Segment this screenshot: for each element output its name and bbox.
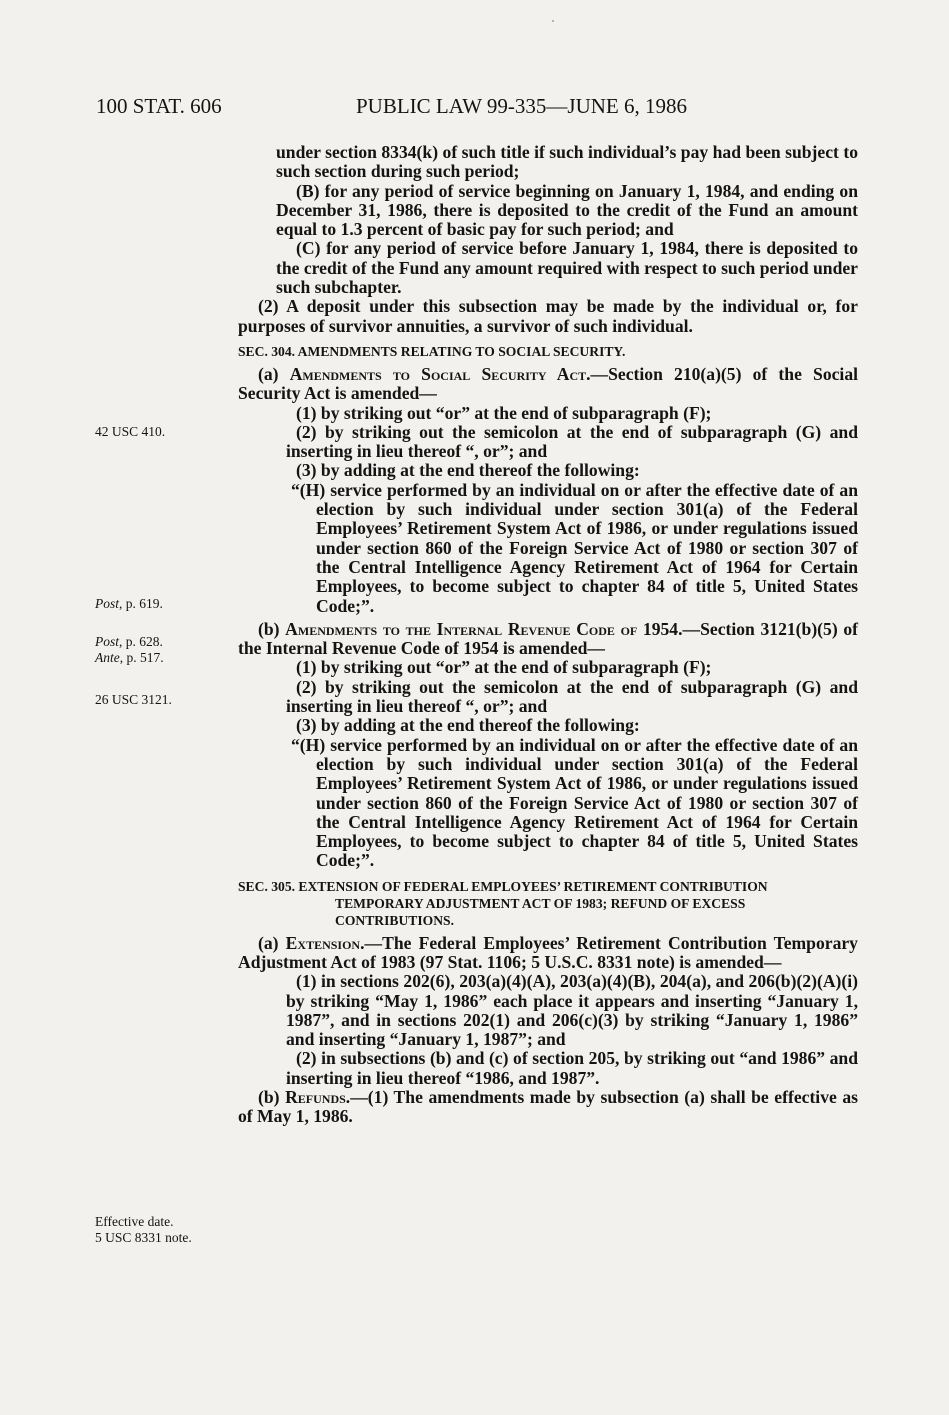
quoted-clause-a-h: “(H) service performed by an individual on or after the effective date of an election by such individual under section 301(a) of the Federal Employees’ Retirement System Act of 1986, or under regulations issued under section 860 of the Foreign Service Act of 1980 or section 307 of the Central Intelligence Agency Retirement Act of 1964 for Certain Employees, to become subject to chapter 84 of title 5, United States Code;”. xyxy=(291,479,858,616)
refunds-text: —(1) The amendments made by subsection (a) shall be effective as of May 1, 1986. xyxy=(238,1087,859,1127)
extension-text: —The Federal Employees’ Retirement Contribution Temporary Adjustment Act of 1983 (97 Stat. 1106; 5 U.S.C. 8331 note) is amended— xyxy=(238,932,858,972)
item-a-3: (3) by adding at the end thereof the following: xyxy=(296,460,640,481)
item-e-2: (2) in subsections (b) and (c) of section 205, by striking out “and 1986” and inserting in lieu thereof “1986, and 1987”. xyxy=(286,1048,858,1088)
paragraph-c: (C) for any period of service before January 1, 1984, there is deposited to the credit of the Fund any amount required with respect to such period under such subchapter. xyxy=(276,238,858,298)
subsection-b-305 xyxy=(238,1088,858,1127)
quoted-clause-b-h: “(H) service performed by an individual on or after the effective date of an election by such individual under section 301(a) of the Federal Employees’ Retirement System Act of 1986, or under regulations issued under section 860 of the Foreign Service Act of 1980 or section 307 of the Central Intelligence Agency Retirement Act of 1964 for Certain Employees, to become subject to chapter 84 of title 5, United States Code;”. xyxy=(291,734,858,871)
subsection-b-heading: Amendments to the Internal Revenue Code of 1954. xyxy=(285,618,683,639)
margin-note-post-619-italic: Post xyxy=(95,596,120,611)
page-title: PUBLIC LAW 99-335—JUNE 6, 1986 xyxy=(356,94,688,118)
subsection-b-prefix: (b) xyxy=(258,618,286,639)
scan-speck xyxy=(552,20,554,22)
margin-note-effective-date: Effective date. xyxy=(95,1214,174,1229)
margin-note-ante-517-page: , p. 517. xyxy=(119,650,164,665)
paragraph-b: (B) for any period of service beginning on January 1, 1984, and ending on December 31, 1986, there is deposited to the credit of the Fund an amount equal to 1.3 percent of basic pay for such period; and xyxy=(276,180,858,240)
page-stat-reference: 100 STAT. 606 xyxy=(96,94,222,118)
item-b-3: (3) by adding at the end thereof the following: xyxy=(296,715,640,736)
item-e-1: (1) in sections 202(6), 203(a)(4)(A), 203(a)(4)(B), 204(a), and 206(b)(2)(A)(i) by striking “May 1, 1986” each place it appears and inserting “January 1, 1987”, and in sections 202(1) and 206(c)(3) by striking “January 1, 1986” and inserting “January 1, 1987”; and xyxy=(286,971,858,1050)
margin-note-42-usc-410: 42 USC 410. xyxy=(95,424,166,439)
section-305-heading: SEC. 305. EXTENSION OF FEDERAL EMPLOYEES’ RETIREMENT CONTRIBUTION TEMPORARY ADJUSTMENT ACT OF 1983; REFUND OF EXCESS CONTRIBUTIONS. xyxy=(238,878,768,928)
subsection-a-305 xyxy=(238,934,858,973)
item-a-2: (2) by striking out the semicolon at the end of subparagraph (G) and inserting in lieu thereof “, or”; and xyxy=(286,421,858,462)
extension-prefix: (a) xyxy=(258,932,286,953)
margin-note-26-usc-3121: 26 USC 3121. xyxy=(95,692,172,707)
subsection-a-text: —Section 210(a)(5) of the Social Security Act is amended— xyxy=(238,363,858,404)
item-b-2: (2) by striking out the semicolon at the end of subparagraph (G) and inserting in lieu thereof “, or”; and xyxy=(286,676,858,717)
refunds-prefix: (b) xyxy=(258,1087,286,1108)
subsection-a-prefix: (a) xyxy=(258,363,290,384)
margin-note-post-628 xyxy=(95,634,163,650)
extension-heading: Extension. xyxy=(285,932,365,953)
refunds-heading: Refunds. xyxy=(285,1087,351,1108)
item-a-1: (1) by striking out “or” at the end of subparagraph (F); xyxy=(296,402,712,423)
margin-note-post-628-page: , p. 628. xyxy=(119,634,163,649)
subsection-b-text: —Section 3121(b)(5) of the Internal Revenue Code of 1954 is amended— xyxy=(238,618,859,659)
subsection-a-heading: Amendments to Social Security Act. xyxy=(289,363,591,384)
item-b-1: (1) by striking out “or” at the end of subparagraph (F); xyxy=(296,657,712,678)
paragraph-2: (2) A deposit under this subsection may be made by the individual or, for purposes of survivor annuities, a survivor of such individual. xyxy=(238,296,858,336)
margin-note-ante-517-italic: Ante xyxy=(95,650,120,665)
margin-note-ante-517 xyxy=(95,650,164,666)
section-304-heading: SEC. 304. AMENDMENTS RELATING TO SOCIAL SECURITY. xyxy=(238,343,626,359)
margin-note-post-628-italic: Post xyxy=(95,634,120,649)
margin-note-post-619-page: , p. 619. xyxy=(119,596,163,611)
margin-note-post-619 xyxy=(95,596,163,612)
subsection-b-304 xyxy=(238,620,858,659)
paragraph-continued: under section 8334(k) of such title if such individual’s pay had been subject to such section during such period; xyxy=(276,142,858,182)
statute-text xyxy=(238,143,858,1127)
margin-note-5-usc-8331: 5 USC 8331 note. xyxy=(95,1230,192,1245)
subsection-a-304 xyxy=(238,365,858,404)
